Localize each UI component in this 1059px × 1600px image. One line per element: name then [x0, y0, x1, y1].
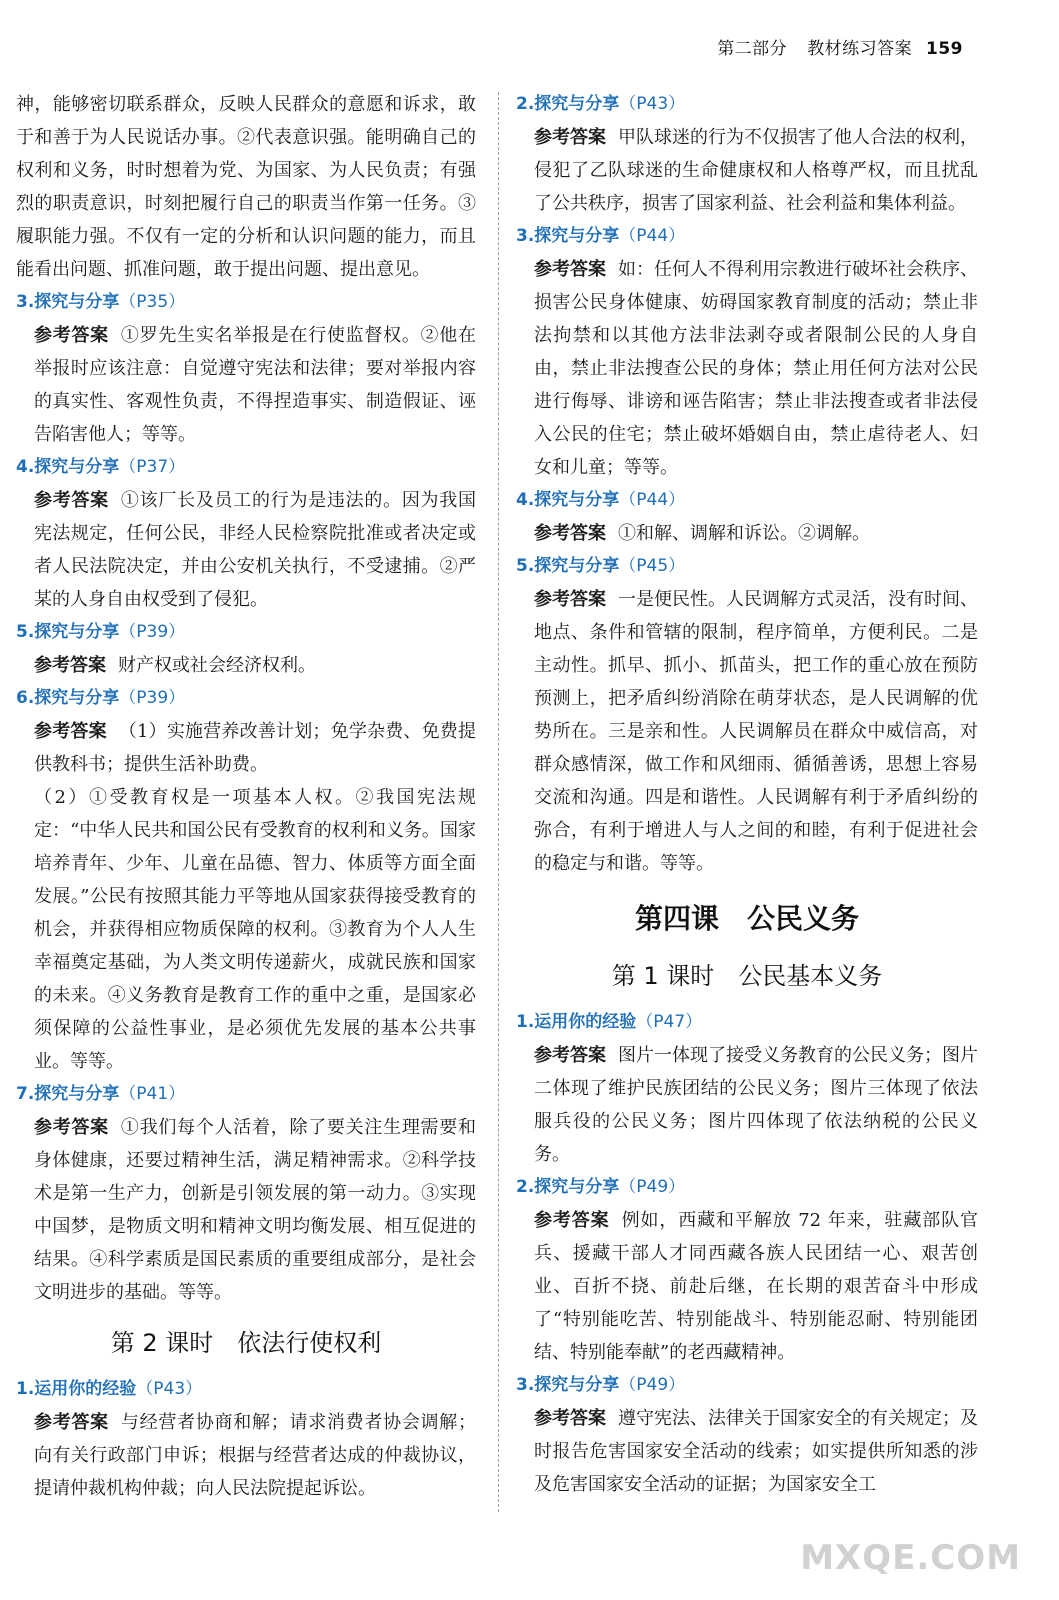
answer-label: 参考答案 — [534, 589, 606, 610]
column-divider — [498, 92, 499, 1512]
continued-paragraph: 神，能够密切联系群众，反映人民群众的意愿和诉求，敢于和善于为人民说话办事。②代表意识强。能明确自己的权利和义务，时时想着为党、为国家、为人民负责；有强烈的职责意识，时刻把履行自己的职责当作第一任务。③履职能力强。不仅有一定的分析和认识问题的能力，而且能看出问题、抓准问题，敢于提出问题、提出意见。 — [16, 94, 476, 280]
answer-paragraph: 参考答案 （1）实施营养改善计划；免学杂费、免费提供教科书；提供生活补助费。 — [34, 721, 477, 775]
answer-paragraph: 参考答案 图片一体现了接受义务教育的公民义务；图片二体现了维护民族团结的公民义务；图片三体现了依法服兵役的公民义务；图片四体现了依法纳税的公民义务。 — [534, 1045, 978, 1165]
unit-title: 第四课 公民义务 — [634, 902, 859, 935]
answer-label: 参考答案 — [534, 259, 606, 280]
answer-label: 参考答案 — [34, 655, 106, 676]
answer-label: 参考答案 — [534, 1408, 606, 1429]
lesson-title: 第 2 课时 依法行使权利 — [110, 1329, 382, 1357]
answer-label: 参考答案 — [34, 490, 109, 511]
question-heading: 5.探究与分享（P39） — [16, 622, 186, 642]
answer-paragraph: 参考答案 遵守宪法、法律关于国家安全的有关规定；及时报告危害国家安全活动的线索；如实提供所知悉的涉及危害国家安全活动的证据；为国家安全工 — [534, 1408, 978, 1495]
answer-paragraph: 参考答案 ①我们每个人活着，除了要关注生理需要和身体健康，还要过精神生活，满足精神需求。②科学技术是第一生产力，创新是引领发展的第一动力。③实现中国梦，是物质文明和精神文明均衡发展、相互促进的结果。④科学素质是国民素质的重要组成部分，是社会文明进步的基础。等等。 — [34, 1117, 477, 1303]
left-column — [16, 88, 476, 1505]
question-heading: 1.运用你的经验（P47） — [516, 1012, 703, 1032]
question-heading: 7.探究与分享（P41） — [16, 1084, 186, 1104]
answer-paragraph: 参考答案 甲队球迷的行为不仅损害了他人合法的权利，侵犯了乙队球迷的生命健康权和人格尊严权，而且扰乱了公共秩序，损害了国家利益、社会利益和集体利益。 — [534, 127, 978, 214]
answer-label: 参考答案 — [534, 127, 606, 148]
answer-label: 参考答案 — [534, 1210, 610, 1231]
answer-label: 参考答案 — [534, 523, 606, 544]
question-heading: 2.探究与分享（P43） — [516, 94, 686, 114]
question-heading: 5.探究与分享（P45） — [516, 556, 686, 576]
question-heading: 1.运用你的经验（P43） — [16, 1379, 203, 1399]
answer-label: 参考答案 — [34, 1412, 109, 1433]
answer-label: 参考答案 — [34, 721, 107, 742]
lesson-title: 第 1 课时 公民基本义务 — [611, 962, 883, 990]
question-heading: 4.探究与分享（P37） — [16, 457, 186, 477]
question-heading: 6.探究与分享（P39） — [16, 688, 186, 708]
page-header — [717, 34, 963, 59]
answer-paragraph: 参考答案 ①和解、调解和诉讼。②调解。 — [534, 523, 870, 544]
answer-paragraph: 参考答案 ①该厂长及员工的行为是违法的。因为我国宪法规定，任何公民，非经人民检察院批准或者决定或者人民法院决定，并由公安机关执行，不受逮捕。②严某的人身自由权受到了侵犯。 — [34, 490, 477, 610]
answer-label: 参考答案 — [34, 1117, 109, 1138]
answer-paragraph: 参考答案 例如，西藏和平解放 72 年来，驻藏部队官兵、援藏干部人才同西藏各族人民团结一心、艰苦创业、百折不挠、前赴后继，在长期的艰苦奋斗中形成了“特别能吃苦、特别能战斗、特别能忍耐、特别能团结、特别能奉献”的老西藏精神。 — [534, 1210, 978, 1363]
answer-paragraph: （2）①受教育权是一项基本人权。②我国宪法规定：“中华人民共和国公民有受教育的权利和义务。国家培养青年、少年、儿童在品德、智力、体质等方面全面发展。”公民有按照其能力平等地从国家获得接受教育的机会，并获得相应物质保障的权利。③教育为个人人生幸福奠定基础，为人类文明传递薪火，成就民族和国家的未来。④义务教育是教育工作的重中之重，是国家必须保障的公益性事业，是必须优先发展的基本公共事业。等等。 — [34, 787, 476, 1072]
question-heading: 3.探究与分享（P44） — [516, 226, 686, 246]
question-heading: 3.探究与分享（P35） — [16, 292, 186, 312]
answer-label: 参考答案 — [34, 325, 109, 346]
answer-paragraph: 参考答案 一是便民性。人民调解方式灵活，没有时间、地点、条件和管辖的限制，程序简单，方便利民。二是主动性。抓早、抓小、抓苗头，把工作的重心放在预防预测上，把矛盾纠纷消除在萌芽状态，是人民调解的优势所在。三是亲和性。人民调解员在群众中威信高，对群众感情深，做工作和风细雨、循循善诱，思想上容易交流和沟通。四是和谐性。人民调解有利于矛盾纠纷的弥合，有利于增进人与人之间的和睦，有利于促进社会的稳定与和谐。等等。 — [534, 589, 978, 874]
answer-paragraph: 参考答案 财产权或社会经济权利。 — [34, 655, 316, 676]
answer-paragraph: 参考答案 如：任何人不得利用宗教进行破坏社会秩序、损害公民身体健康、妨碍国家教育制度的活动；禁止非法拘禁和以其他方法非法剥夺或者限制公民的人身自由，禁止非法搜查公民的身体；禁止用任何方法对公民进行侮辱、诽谤和诬告陷害；禁止非法搜查或者非法侵入公民的住宅；禁止破坏婚姻自由，禁止虐待老人、妇女和儿童；等等。 — [534, 259, 978, 478]
watermark-logo: MXQE.COM — [800, 1538, 1021, 1578]
right-column — [516, 88, 978, 1501]
header-section: 第二部分 — [717, 39, 788, 59]
question-heading: 4.探究与分享（P44） — [516, 490, 686, 510]
page-number: 159 — [926, 39, 963, 59]
header-title: 教材练习答案 — [807, 39, 913, 59]
answer-label: 参考答案 — [534, 1045, 606, 1066]
question-heading: 3.探究与分享（P49） — [516, 1375, 686, 1395]
question-heading: 2.探究与分享（P49） — [516, 1177, 686, 1197]
answer-paragraph: 参考答案 与经营者协商和解；请求消费者协会调解；向有关行政部门申诉；根据与经营者达成的仲裁协议，提请仲裁机构仲裁；向人民法院提起诉讼。 — [34, 1412, 477, 1499]
answer-paragraph: 参考答案 ①罗先生实名举报是在行使监督权。②他在举报时应该注意：自觉遵守宪法和法律；要对举报内容的真实性、客观性负责，不得捏造事实、制造假证、诬告陷害他人；等等。 — [34, 325, 477, 445]
